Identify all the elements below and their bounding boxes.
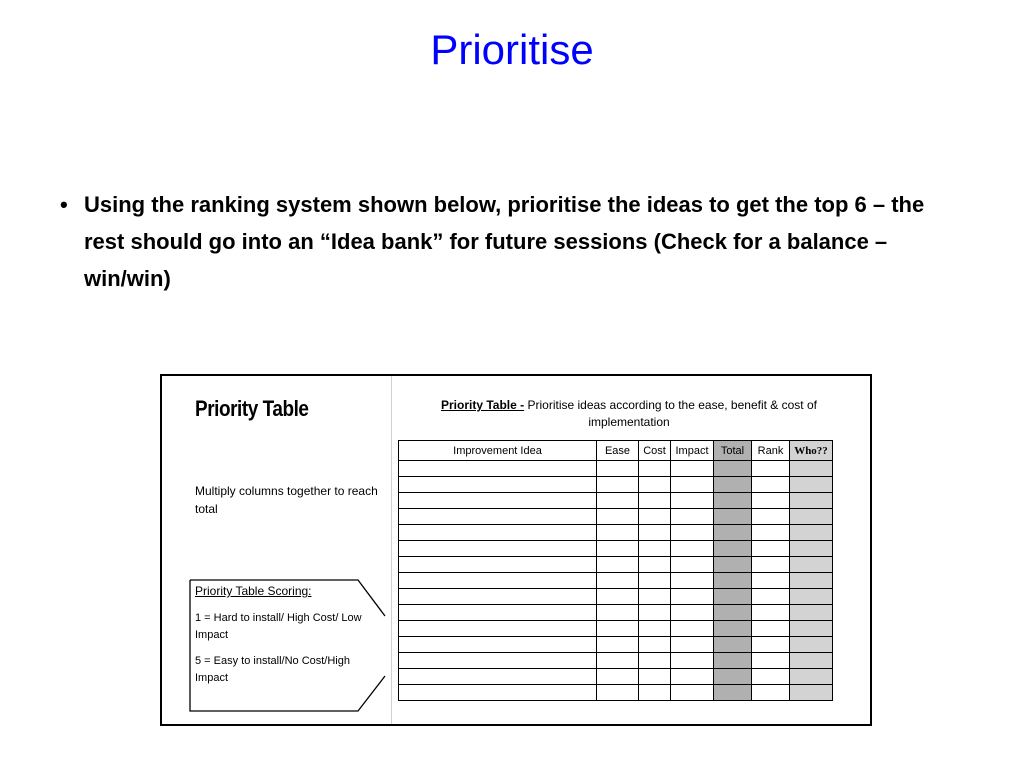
cell-impact	[671, 653, 714, 669]
table-row	[399, 509, 833, 525]
bullet-text: Using the ranking system shown below, prioritise the ideas to get the top 6 – the rest should go into an “Idea bank” for future sessions (Check for a balance – win/win)	[84, 192, 925, 291]
header-who: Who??	[790, 441, 833, 461]
cell-impact	[671, 461, 714, 477]
table-row	[399, 525, 833, 541]
scoring-heading: Priority Table Scoring:	[195, 584, 312, 598]
cell-cost	[639, 557, 671, 573]
header-ease: Ease	[597, 441, 639, 461]
priority-table	[398, 440, 833, 701]
header-cost: Cost	[639, 441, 671, 461]
cell-cost	[639, 605, 671, 621]
table-header-row	[399, 441, 833, 461]
bullet-symbol: •	[60, 192, 68, 217]
cell-ease	[597, 589, 639, 605]
cell-impact	[671, 637, 714, 653]
table-row	[399, 637, 833, 653]
cell-who	[790, 477, 833, 493]
cell-cost	[639, 509, 671, 525]
cell-rank	[752, 589, 790, 605]
header-improvement-idea: Improvement Idea	[399, 441, 597, 461]
table-row	[399, 669, 833, 685]
header-total: Total	[714, 441, 752, 461]
cell-rank	[752, 541, 790, 557]
cell-who	[790, 541, 833, 557]
cell-ease	[597, 493, 639, 509]
cell-impact	[671, 669, 714, 685]
cell-who	[790, 653, 833, 669]
cell-total	[714, 669, 752, 685]
cell-impact	[671, 685, 714, 701]
cell-total	[714, 573, 752, 589]
cell-who	[790, 573, 833, 589]
cell-impact	[671, 477, 714, 493]
cell-idea	[399, 589, 597, 605]
cell-cost	[639, 461, 671, 477]
cell-rank	[752, 669, 790, 685]
table-row	[399, 461, 833, 477]
cell-who	[790, 589, 833, 605]
cell-cost	[639, 493, 671, 509]
cell-who	[790, 525, 833, 541]
cell-ease	[597, 573, 639, 589]
table-caption	[422, 397, 836, 431]
cell-ease	[597, 525, 639, 541]
cell-rank	[752, 685, 790, 701]
table-row	[399, 541, 833, 557]
cell-total	[714, 541, 752, 557]
cell-rank	[752, 573, 790, 589]
cell-rank	[752, 493, 790, 509]
cell-idea	[399, 685, 597, 701]
cell-cost	[639, 637, 671, 653]
cell-impact	[671, 621, 714, 637]
scoring-line-1: 1 = Hard to install/ High Cost/ Low Impact	[195, 612, 362, 641]
cell-impact	[671, 541, 714, 557]
cell-ease	[597, 621, 639, 637]
cell-impact	[671, 525, 714, 541]
cell-who	[790, 621, 833, 637]
table-row	[399, 477, 833, 493]
figure-right-panel	[392, 376, 870, 724]
figure-left-panel	[162, 376, 392, 724]
cell-cost	[639, 525, 671, 541]
cell-rank	[752, 509, 790, 525]
header-impact: Impact	[671, 441, 714, 461]
cell-cost	[639, 541, 671, 557]
scoring-callout-outline	[188, 578, 386, 712]
cell-total	[714, 621, 752, 637]
cell-ease	[597, 653, 639, 669]
cell-rank	[752, 637, 790, 653]
cell-rank	[752, 557, 790, 573]
cell-impact	[671, 493, 714, 509]
cell-cost	[639, 477, 671, 493]
header-rank: Rank	[752, 441, 790, 461]
cell-idea	[399, 605, 597, 621]
cell-total	[714, 605, 752, 621]
caption-text: Prioritise ideas according to the ease, benefit & cost of implementation	[527, 398, 817, 429]
cell-total	[714, 525, 752, 541]
cell-total	[714, 589, 752, 605]
cell-cost	[639, 573, 671, 589]
cell-who	[790, 493, 833, 509]
cell-cost	[639, 653, 671, 669]
cell-total	[714, 685, 752, 701]
cell-idea	[399, 477, 597, 493]
cell-idea	[399, 573, 597, 589]
cell-idea	[399, 621, 597, 637]
cell-total	[714, 509, 752, 525]
scoring-callout	[188, 578, 386, 712]
cell-ease	[597, 477, 639, 493]
cell-total	[714, 477, 752, 493]
caption-label: Priority Table -	[441, 398, 525, 412]
cell-ease	[597, 557, 639, 573]
cell-rank	[752, 653, 790, 669]
table-row	[399, 621, 833, 637]
cell-cost	[639, 685, 671, 701]
slide-title: Prioritise	[430, 26, 594, 73]
cell-total	[714, 557, 752, 573]
cell-impact	[671, 589, 714, 605]
table-body	[399, 461, 833, 701]
cell-total	[714, 653, 752, 669]
table-row	[399, 589, 833, 605]
table-row	[399, 557, 833, 573]
cell-idea	[399, 557, 597, 573]
cell-ease	[597, 461, 639, 477]
cell-cost	[639, 621, 671, 637]
cell-rank	[752, 461, 790, 477]
table-row	[399, 493, 833, 509]
table-row	[399, 685, 833, 701]
cell-who	[790, 461, 833, 477]
cell-ease	[597, 605, 639, 621]
cell-idea	[399, 493, 597, 509]
cell-idea	[399, 461, 597, 477]
cell-total	[714, 637, 752, 653]
cell-idea	[399, 637, 597, 653]
cell-ease	[597, 541, 639, 557]
priority-table-figure	[160, 374, 872, 726]
cell-idea	[399, 669, 597, 685]
cell-ease	[597, 669, 639, 685]
cell-idea	[399, 509, 597, 525]
cell-idea	[399, 653, 597, 669]
cell-impact	[671, 573, 714, 589]
cell-rank	[752, 477, 790, 493]
panel-heading: Priority Table	[195, 396, 309, 421]
cell-impact	[671, 509, 714, 525]
cell-who	[790, 669, 833, 685]
cell-who	[790, 637, 833, 653]
cell-cost	[639, 669, 671, 685]
cell-idea	[399, 525, 597, 541]
table-row	[399, 573, 833, 589]
cell-ease	[597, 509, 639, 525]
cell-rank	[752, 605, 790, 621]
cell-who	[790, 685, 833, 701]
cell-cost	[639, 589, 671, 605]
cell-total	[714, 493, 752, 509]
cell-who	[790, 557, 833, 573]
table-row	[399, 653, 833, 669]
cell-rank	[752, 621, 790, 637]
table-row	[399, 605, 833, 621]
cell-idea	[399, 541, 597, 557]
cell-rank	[752, 525, 790, 541]
cell-ease	[597, 685, 639, 701]
bullet-point	[60, 186, 960, 297]
scoring-line-5: 5 = Easy to install/No Cost/High Impact	[195, 655, 350, 684]
multiply-note: Multiply columns together to reach total	[195, 484, 378, 516]
cell-ease	[597, 637, 639, 653]
cell-who	[790, 509, 833, 525]
cell-impact	[671, 605, 714, 621]
cell-who	[790, 605, 833, 621]
cell-impact	[671, 557, 714, 573]
cell-total	[714, 461, 752, 477]
